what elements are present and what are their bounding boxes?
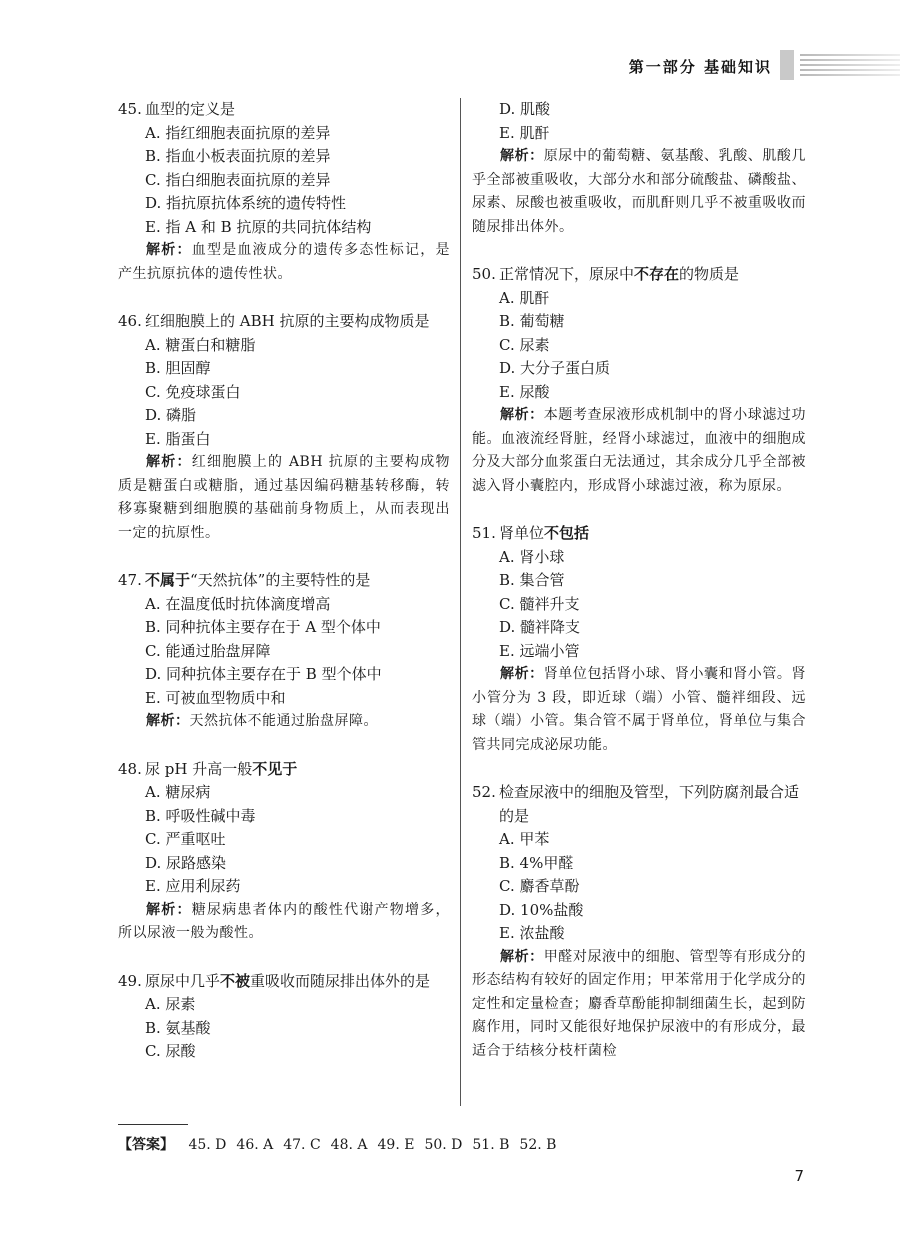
answer-option: E. 应用利尿药 [145,877,241,895]
answer-option: C. 能通过胎盘屏障 [145,641,271,660]
answer-key-item: 52. B [519,1137,557,1153]
explanation-label: 解析： [146,454,192,470]
answer-option: B. 指血小板表面抗原的差异 [145,147,331,165]
answer-option: E. 浓盐酸 [499,924,565,942]
explanation-label: 解析： [500,666,544,682]
right-column [472,98,806,1087]
explanation-text: 本题考查尿液形成机制中的肾小球滤过功能。血液流经肾脏，经肾小球滤过，血液中的细胞成分及大部分血浆蛋白无法通过，其余成分几乎全部被滤入肾小囊腔内，形成肾小球滤过液，称为原尿。 [472,407,807,494]
answer-option: C. 指白细胞表面抗原的差异 [145,170,331,189]
answer-option: A. 糖尿病 [145,783,211,801]
answer-option: B. 同种抗体主要存在于 A 型个体中 [145,618,381,636]
question-stem [118,310,450,334]
answer-option: A. 尿素 [145,995,196,1013]
answer-key-item: 50. D [424,1137,463,1153]
stem-text: 正常情况下，原尿中 [499,265,635,283]
header-tab-block [780,50,794,80]
stem-text: 原尿中几乎 [145,971,221,990]
stem-emphasis: 不被 [220,971,251,990]
stem-emphasis: 不包括 [544,524,590,542]
left-column [118,98,450,1064]
question-47 [118,569,450,734]
answer-option: A. 肾小球 [499,547,565,566]
answer-option: E. 尿酸 [499,382,550,401]
answer-option: D. 指抗原抗体系统的遗传特性 [145,194,347,212]
answer-key-item: 51. B [472,1137,510,1153]
answer-option: B. 氨基酸 [145,1018,211,1037]
stem-text: 重吸收而随尿排出体外的是 [250,971,431,990]
answer-option: C. 严重呕吐 [145,830,226,848]
explanation-text: 肾单位包括肾小球、肾小囊和肾小管。肾小管分为 3 段，即近球（端）小管、髓袢细段、远球（端）小管。集合管不属于肾单位，肾单位与集合管共同完成泌尿功能。 [472,666,807,753]
answer-option: E. 脂蛋白 [145,429,211,448]
question-51 [472,522,806,757]
question-stem [472,781,806,828]
explanation [118,710,450,734]
explanation-text: 甲醛对尿液中的细胞、管型等有形成分的形态结构有较好的固定作用；甲苯常用于化学成分的定性和定量检查；麝香草酚能抑制细菌生长，起到防腐作用，同时又能很好地保护尿液中的有形成分，最适合于结核分枝杆菌检 [472,948,807,1059]
question-number: 48. [118,759,142,778]
answer-option: D. 大分子蛋白质 [499,359,611,377]
answer-key-item: 49. E [377,1137,415,1153]
stem-emphasis: 不见于 [252,759,298,778]
question-stem [472,263,806,287]
answer-option: E. 远端小管 [499,641,580,660]
question-49-continued [472,98,806,239]
question-stem [118,758,450,782]
answer-option: B. 4%甲醛 [499,853,574,872]
answer-option: B. 呼吸性碱中毒 [145,806,256,825]
question-stem [118,569,450,593]
answer-option: D. 髓袢降支 [499,618,581,636]
answer-option: B. 胆固醇 [145,359,211,377]
section-title: 第一部分 基础知识 [628,58,772,76]
question-stem [118,98,450,122]
explanation-label: 解析： [146,242,192,258]
question-45 [118,98,450,286]
explanation-label: 解析： [146,901,192,918]
header-decoration-lines [800,54,900,78]
question-48 [118,758,450,946]
stem-text: 检查尿液中的细胞及管型，下列防腐剂最合适的是 [499,783,800,825]
explanation-text: 原尿中的葡萄糖、氨基酸、乳酸、肌酸几乎全部被重吸收，大部分水和部分硫酸盐、磷酸盐、尿素、尿酸也被重吸收，而肌酐则几乎不被重吸收而随尿排出体外。 [472,148,807,235]
explanation-label: 解析： [146,713,190,729]
explanation [472,946,806,1064]
explanation [118,239,450,286]
answer-option: A. 甲苯 [499,830,550,848]
answer-option: B. 葡萄糖 [499,312,565,330]
answer-option: A. 指红细胞表面抗原的差异 [145,123,331,142]
question-number: 52. [472,783,496,801]
explanation-text: 红细胞膜上的 ABH 抗原的主要构成物质是糖蛋白或糖脂，通过基因编码糖基转移酶，转移寡聚糖到细胞膜的基础前身物质上，从而表现出一定的抗原性。 [118,454,450,541]
answer-key-item: 48. A [330,1137,368,1153]
answer-option: D. 磷脂 [145,406,197,424]
question-number: 51. [472,524,496,542]
answer-option: A. 肌酐 [499,288,550,307]
column-divider [460,98,461,1106]
answer-key-label: 【答案】 [118,1137,174,1153]
answer-option: E. 可被血型物质中和 [145,688,286,707]
question-number: 46. [118,312,142,330]
stem-text: 肾单位 [499,524,545,542]
question-46 [118,310,450,545]
answer-key-item: 45. D [188,1137,227,1153]
explanation-label: 解析： [500,407,544,423]
answer-option: A. 糖蛋白和糖脂 [145,335,256,354]
stem-text: “天然抗体”的主要特性的是 [190,571,371,589]
question-number: 45. [118,100,142,118]
page-number: 7 [794,1167,804,1185]
stem-emphasis: 不存在 [634,265,680,283]
question-stem [472,522,806,546]
explanation-label: 解析： [500,948,544,965]
explanation [472,663,806,757]
question-stem [118,970,450,994]
question-49 [118,970,450,1064]
stem-emphasis: 不属于 [145,571,191,589]
answer-option: D. 尿路感染 [145,853,227,872]
answer-key-item: 46. A [236,1137,274,1153]
explanation [118,451,450,545]
answer-option: E. 肌酐 [499,123,550,142]
question-number: 49. [118,971,142,990]
stem-text: 红细胞膜上的 ABH 抗原的主要构成物质是 [145,312,430,330]
answer-option: E. 指 A 和 B 抗原的共同抗体结构 [145,217,372,236]
explanation-text: 天然抗体不能通过胎盘屏障。 [189,713,378,729]
answer-key [118,1134,566,1154]
answer-option: C. 麝香草酚 [499,877,580,895]
answer-key-item: 47. C [283,1137,321,1153]
answer-option: C. 尿素 [499,335,550,354]
answer-option: C. 免疫球蛋白 [145,382,241,401]
running-header [580,50,900,84]
answer-option: B. 集合管 [499,571,565,589]
explanation [472,145,806,239]
stem-text: 血型的定义是 [145,100,236,118]
question-52 [472,781,806,1063]
answer-option: D. 肌酸 [499,100,551,118]
explanation-label: 解析： [500,148,544,164]
stem-text: 尿 pH 升高一般 [145,759,253,778]
answer-option: A. 在温度低时抗体滴度增高 [145,594,331,613]
explanation [472,404,806,498]
answer-option: D. 10%盐酸 [499,900,584,919]
answers-rule [118,1124,188,1125]
explanation-text: 血型是血液成分的遗传多态性标记，是产生抗原抗体的遗传性状。 [118,242,451,282]
explanation [118,899,450,946]
answer-option: D. 同种抗体主要存在于 B 型个体中 [145,665,382,683]
question-number: 47. [118,571,142,589]
question-50 [472,263,806,498]
question-number: 50. [472,265,496,283]
stem-text: 的物质是 [679,265,740,283]
explanation-text: 糖尿病患者体内的酸性代谢产物增多，所以尿液一般为酸性。 [118,901,451,941]
answer-option: C. 髓袢升支 [499,594,580,613]
answer-option: C. 尿酸 [145,1042,196,1060]
